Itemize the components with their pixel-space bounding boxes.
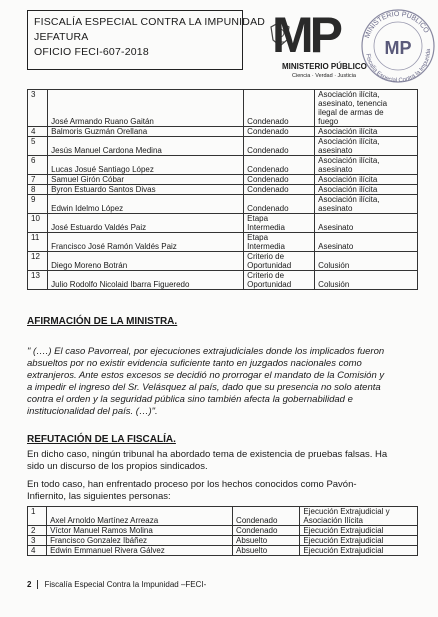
table-row	[28, 233, 418, 252]
table-row	[28, 156, 418, 175]
name-cell: Lucas Josué Santiago López	[48, 156, 244, 175]
row-number-cell: 4	[28, 546, 47, 556]
letterhead-box	[27, 10, 266, 70]
crime-cell	[315, 90, 418, 127]
letterhead-line-1: FISCALÍA ESPECIAL CONTRA LA IMPUNIDAD	[34, 16, 266, 28]
name-cell: Axel Arnoldo Martínez Arreaza	[47, 507, 233, 526]
crime-cell	[300, 526, 418, 536]
crime-line: Ejecución Extrajudicial	[303, 536, 384, 545]
row-number-cell: 9	[28, 195, 48, 214]
table-row	[28, 127, 418, 137]
status-line: Etapa	[247, 214, 269, 223]
status-line: Condenado	[247, 175, 289, 184]
crime-line: asesinato	[318, 146, 353, 155]
name-cell: Jesús Manuel Cardona Medina	[48, 137, 244, 156]
text-line: a impedir el ingreso del Sr. Velásquez al país, dado que su presencia no solo atenta	[27, 382, 381, 393]
row-number-cell: 11	[28, 233, 48, 252]
status-line: Intermedia	[247, 223, 285, 232]
crime-cell	[315, 252, 418, 271]
status-cell	[233, 546, 300, 556]
crime-line: Colusión	[318, 280, 350, 289]
status-cell	[244, 271, 315, 290]
status-line: Condenado	[247, 146, 289, 155]
table-row	[28, 137, 418, 156]
row-number-cell: 8	[28, 185, 48, 195]
table-row	[28, 526, 418, 536]
status-line: Condenado	[236, 516, 278, 525]
crime-line: Asesinato	[318, 242, 354, 251]
status-line: Condenado	[236, 526, 278, 535]
status-line: Oportunidad	[247, 280, 292, 289]
crime-cell	[315, 271, 418, 290]
status-line: Intermedia	[247, 242, 285, 251]
crime-cell	[300, 507, 418, 526]
crime-cell	[315, 195, 418, 214]
text-line: " (….) El caso Pavorreal, por ejecuciones extrajudiciales donde los implicados fueron	[27, 346, 385, 357]
crime-cell	[300, 536, 418, 546]
page-number: 2	[27, 580, 38, 589]
stamp-top-text: MINISTERIO PÚBLICO	[364, 10, 430, 40]
crime-line: Asociación ilícita	[318, 175, 378, 184]
status-line: Condenado	[247, 127, 289, 136]
crime-line: asesinato	[318, 204, 353, 213]
status-cell	[244, 90, 315, 127]
table-row	[28, 536, 418, 546]
status-cell	[233, 536, 300, 546]
status-line: Criterio de	[247, 252, 285, 261]
text-line: institucionalidad del país. (…)".	[27, 406, 158, 417]
table-row	[28, 90, 418, 127]
crime-cell	[315, 233, 418, 252]
row-number-cell: 3	[28, 536, 47, 546]
status-line: Condenado	[247, 185, 289, 194]
crime-cell	[315, 175, 418, 185]
svg-text:MINISTERIO PÚBLICO	[364, 10, 430, 39]
row-number-cell: 2	[28, 526, 47, 536]
crime-line: Ejecución Extrajudicial	[303, 526, 384, 535]
status-cell	[244, 185, 315, 195]
status-line: Criterio de	[247, 271, 285, 280]
crime-line: Asociación Ilícita	[303, 516, 363, 525]
stamp-bottom-text: Fiscalía Especial Contra la Impunida	[364, 48, 433, 85]
refutation-paragraph-1	[27, 449, 418, 473]
crime-line: Asociación ilícita	[318, 127, 378, 136]
status-cell	[244, 233, 315, 252]
ministerio-publico-logo	[268, 7, 367, 80]
crime-line: Colusión	[318, 261, 350, 270]
letterhead-line-2: JEFATURA	[34, 31, 89, 43]
text-line: En todo caso, han enfrentado proceso por los hechos conocidos como Pavón-	[27, 479, 357, 490]
name-cell: Diego Moreno Botrán	[48, 252, 244, 271]
table-row	[28, 546, 418, 556]
name-cell: Edwin Emmanuel Rivera Gálvez	[47, 546, 233, 556]
status-cell	[244, 137, 315, 156]
page-footer	[27, 576, 206, 592]
table-row	[28, 195, 418, 214]
name-cell: Francisco José Ramón Valdés Paiz	[48, 233, 244, 252]
crime-line: ilegal de armas de	[318, 108, 384, 117]
crime-cell	[315, 137, 418, 156]
name-cell: Edwin Idelmo López	[48, 195, 244, 214]
crime-line: Asociación ilícita,	[318, 90, 380, 99]
status-cell	[233, 507, 300, 526]
text-line: Infiernito, las siguientes personas:	[27, 491, 171, 502]
text-line: contra el orden y la seguridad pública sino también afecta la gobernabilidad e	[27, 394, 353, 405]
text-line: En dicho caso, ningún tribunal ha abordado tema de existencia de pruebas falsas. Ha	[27, 449, 388, 460]
crime-line: Ejecución Extrajudicial	[303, 546, 384, 555]
crime-line: Asociación ilícita,	[318, 195, 380, 204]
status-line: Condenado	[247, 117, 289, 126]
status-line: Etapa	[247, 233, 269, 242]
crime-line: asesinato	[318, 165, 353, 174]
status-line: Oportunidad	[247, 261, 292, 270]
convicted-persons-table	[27, 89, 418, 290]
name-cell: Samuel Girón Cóbar	[48, 175, 244, 185]
row-number-cell: 10	[28, 214, 48, 233]
crime-cell	[315, 214, 418, 233]
logo-motto: Ciencia · Verdad · Justicia	[292, 73, 356, 79]
status-cell	[244, 156, 315, 175]
crime-line: Asociación ilícita,	[318, 156, 380, 165]
text-line: absueltos por no existir evidencia suficiente tanto en juzgados nacionales como	[27, 358, 362, 369]
status-cell	[244, 252, 315, 271]
heading-refutacion: REFUTACIÓN DE LA FISCALÍA.	[27, 434, 176, 445]
status-cell	[244, 175, 315, 185]
footer-text: Fiscalía Especial Contra la Impunidad –FECI-	[44, 579, 207, 589]
table-row	[28, 252, 418, 271]
row-number-cell: 6	[28, 156, 48, 175]
minister-quote	[27, 346, 418, 418]
crime-line: asesinato, tenencia	[318, 99, 388, 108]
stamp-mark: MP	[384, 38, 412, 58]
name-cell: José Armando Ruano Gaitán	[48, 90, 244, 127]
name-cell: José Estuardo Valdés Paiz	[48, 214, 244, 233]
text-line: sido un discurso de los propios sindicados.	[27, 461, 208, 472]
crime-cell	[300, 546, 418, 556]
row-number-cell: 7	[28, 175, 48, 185]
crime-cell	[315, 185, 418, 195]
row-number-cell: 1	[28, 507, 47, 526]
row-number-cell: 4	[28, 127, 48, 137]
row-number-cell: 3	[28, 90, 48, 127]
row-number-cell: 13	[28, 271, 48, 290]
logo-mark: MP	[272, 7, 339, 63]
name-cell: Julio Rodolfo Nicolaid Ibarra Figueredo	[48, 271, 244, 290]
crime-cell	[315, 127, 418, 137]
status-cell	[244, 214, 315, 233]
table-row	[28, 175, 418, 185]
crime-line: Asesinato	[318, 223, 354, 232]
table-row	[28, 507, 418, 526]
logo-name: MINISTERIO PÚBLICO	[282, 62, 367, 71]
refutation-paragraph-2	[27, 479, 418, 503]
table-row	[28, 271, 418, 290]
status-line: Condenado	[247, 165, 289, 174]
heading-ministra: AFIRMACIÓN DE LA MINISTRA.	[27, 316, 178, 327]
status-line: Absuelto	[236, 546, 268, 555]
crime-cell	[315, 156, 418, 175]
status-line: Absuelto	[236, 536, 268, 545]
letterhead-line-3: OFICIO FECI-607-2018	[34, 46, 149, 58]
text-line: extranjeros. Ante estos excesos se decidió no prorrogar el mandato de la Comisión y	[27, 370, 385, 381]
name-cell: Víctor Manuel Ramos Molina	[47, 526, 233, 536]
official-seal-stamp	[358, 6, 438, 86]
row-number-cell: 12	[28, 252, 48, 271]
pavon-infiernito-table	[27, 506, 418, 556]
status-line: Condenado	[247, 204, 289, 213]
row-number-cell: 5	[28, 137, 48, 156]
table-row	[28, 214, 418, 233]
crime-line: Asociación ilícita,	[318, 137, 380, 146]
name-cell: Francisco Gonzalez Ibáñez	[47, 536, 233, 546]
status-cell	[244, 127, 315, 137]
status-cell	[233, 526, 300, 536]
crime-line: Ejecución Extrajudicial y	[303, 507, 390, 516]
table-row	[28, 185, 418, 195]
crime-line: fuego	[318, 117, 339, 126]
name-cell: Byron Estuardo Santos Divas	[48, 185, 244, 195]
name-cell: Balmoris Guzmán Orellana	[48, 127, 244, 137]
crime-line: Asociación ilícita	[318, 185, 378, 194]
status-cell	[244, 195, 315, 214]
